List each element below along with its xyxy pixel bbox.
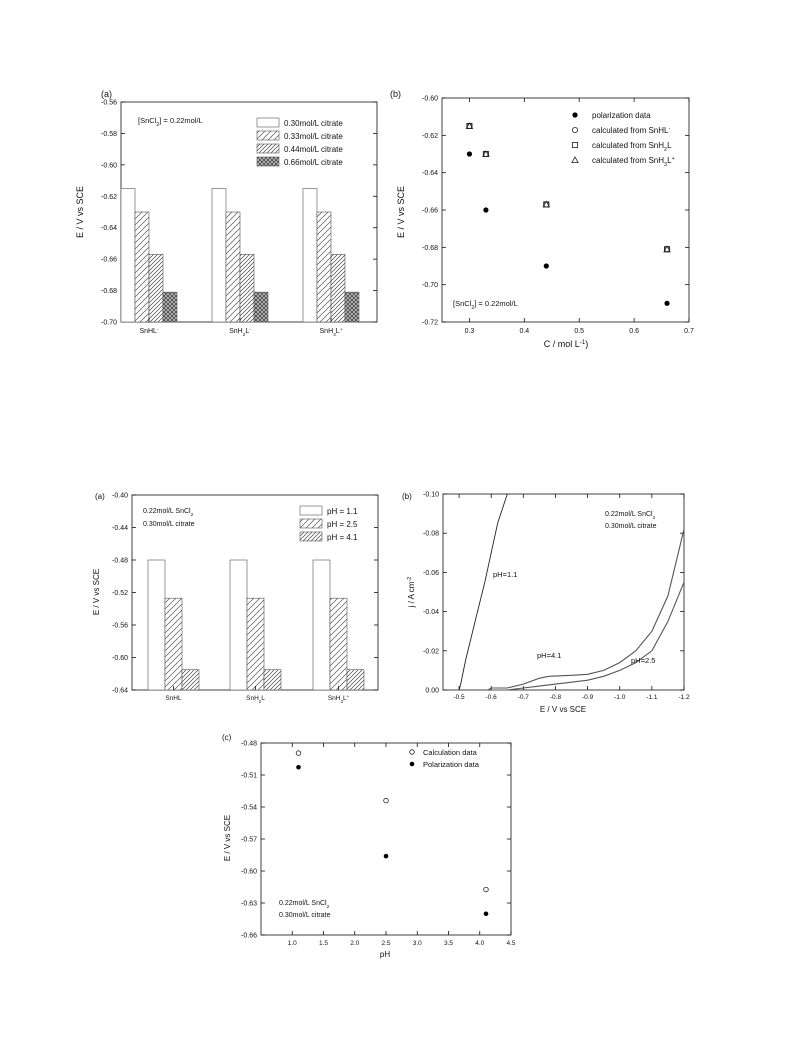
legend-label: pH = 4.1 [327,533,358,542]
y-tick-label: -0.70 [101,319,117,327]
y-axis-title: E / V vs SCE [223,814,232,862]
x-tick-label: SnH$_2$L- [229,327,251,338]
legend-label: calculated from SnH$_3$L+ [592,156,675,168]
y-tick-label: -0.48 [112,557,128,565]
bar [264,670,281,690]
x-axis-title: E / V vs SCE [539,705,587,714]
y-tick-label: -0.70 [422,282,438,290]
y-tick-label: -0.58 [101,130,117,138]
bar [121,188,135,322]
bar [230,560,247,690]
y-tick-label: -0.40 [112,492,128,500]
bar [254,292,268,322]
data-point [296,765,301,770]
chart-bottom-c [222,733,516,959]
legend-marker [572,127,577,132]
bar [135,212,149,322]
y-tick-label: -0.56 [112,622,128,630]
data-point [664,301,669,306]
condition-annotation: [SnCl$_2$] = 0.22mol/L [453,299,518,311]
bar [212,188,226,322]
legend-marker [410,762,415,767]
series-line [459,494,507,690]
x-tick-label: SnHL- [139,327,159,335]
x-tick-label: 2.5 [381,940,391,947]
x-tick-label: 2.0 [350,940,360,947]
y-tick-label: -0.66 [101,256,117,264]
x-tick-label: -0.8 [549,694,562,701]
condition-annotation: 0.30mol/L citrate [143,521,195,528]
bar [303,188,317,322]
data-point [484,887,489,892]
y-tick-label: -0.60 [101,162,117,170]
curve-label: pH=2.5 [631,656,656,665]
y-tick-label: -0.48 [241,740,257,748]
bar [148,560,165,690]
y-tick-label: -0.64 [101,225,117,233]
y-axis-title: j / A $cm^{-2}$ [407,576,416,608]
bar [226,212,240,322]
legend-marker [572,157,578,163]
bar [247,598,264,690]
y-tick-label: -0.66 [241,932,257,940]
y-tick-label: 0.00 [425,687,439,695]
legend-label: calculated from SnHL- [592,126,671,135]
legend-swatch [257,131,279,140]
x-tick-label: -1.0 [614,694,626,701]
panel-label: (b) [390,89,401,99]
bar [317,212,331,322]
x-tick-label: 4.5 [506,940,516,947]
x-tick-label: 0.4 [519,328,530,335]
curve-label: pH=1.1 [493,570,518,579]
y-tick-label: -0.44 [112,525,128,532]
y-tick-label: -0.68 [101,288,117,296]
x-tick-label: 1.0 [287,940,297,947]
x-tick-label: 0.6 [629,328,639,335]
legend-label: polarization data [592,111,651,120]
y-tick-label: -0.08 [423,530,439,538]
x-tick-label: 3.5 [443,940,454,947]
y-tick-label: -0.60 [422,95,438,103]
y-tick-label: -0.68 [422,244,438,252]
legend-label: pH = 2.5 [327,520,358,529]
y-tick-label: -0.72 [422,319,438,327]
data-point [484,911,489,916]
condition-annotation: 0.22mol/L SnCl$_2$ [279,900,330,910]
bar [163,292,177,322]
x-tick-label: 0.5 [574,328,585,335]
condition-annotation: 0.22mol/L SnCl$_2$ [605,511,656,521]
y-tick-label: -0.62 [101,193,117,201]
y-tick-label: -0.51 [241,772,257,780]
legend-label: pH = 1.1 [327,507,358,516]
series-line [488,529,684,690]
legend-label: Polarization data [423,760,479,769]
y-tick-label: -0.64 [112,687,128,695]
legend-marker [572,112,577,117]
condition-annotation: 0.30mol/L citrate [279,912,331,919]
y-tick-label: -0.52 [112,590,128,597]
legend-label: Calculation data [423,748,477,757]
y-tick-label: -0.06 [423,569,439,577]
bar [165,598,182,690]
bar [313,560,330,690]
y-tick-label: -0.66 [422,207,438,215]
y-tick-label: -0.62 [422,132,438,140]
data-point [296,751,301,756]
x-tick-label: SnH$_2$L [246,695,265,704]
x-tick-label: 3.0 [412,940,422,947]
chart-top-b [390,89,694,349]
x-tick-label: SnH$_3$L+ [319,327,343,338]
x-axis-title: C / mol $L^{-1}$) [543,338,589,349]
curve-label: pH=4.1 [537,651,562,660]
x-tick-label: -1.2 [678,694,690,701]
data-point [467,151,472,156]
panel-label: (b) [402,492,412,501]
bar [331,254,345,322]
x-tick-label: 0.7 [684,328,694,335]
panel-label: (a) [95,492,105,501]
x-tick-label: SnH$_3$L+ [327,693,350,704]
x-tick-label: 4.0 [475,940,485,947]
chart-mid-b [402,492,690,715]
y-tick-label: -0.64 [422,170,438,178]
y-tick-label: -0.56 [101,99,117,107]
x-tick-label: -0.7 [517,694,529,701]
y-tick-label: -0.04 [423,609,439,617]
y-tick-label: -0.60 [241,868,257,876]
data-point [483,207,488,212]
legend-swatch [300,532,322,541]
legend-swatch [300,519,322,528]
bar [345,292,359,322]
panel-label: (a) [101,89,112,99]
legend-swatch [300,506,322,515]
y-axis-title: E / V vs SCE [75,185,85,239]
x-tick-label: -0.9 [581,694,594,701]
x-tick-label: 1.5 [318,940,329,947]
chart-top-a [75,89,377,338]
y-tick-label: -0.02 [423,648,439,656]
x-tick-label: 0.3 [464,328,475,335]
data-point [384,798,389,803]
x-tick-label: -0.6 [485,694,497,701]
y-axis-title: E / V vs SCE [92,568,101,616]
legend-label: calculated from SnH$_2$L [592,141,672,153]
condition-annotation: 0.30mol/L citrate [605,523,657,530]
y-tick-label: -0.60 [112,655,128,662]
bar [330,598,347,690]
x-tick-label: -1.1 [646,694,658,701]
legend-marker [572,142,577,147]
y-tick-label: -0.10 [423,491,439,499]
y-tick-label: -0.54 [241,804,257,812]
legend-label: 0.66mol/L citrate [284,158,343,167]
legend-label: 0.44mol/L citrate [284,145,343,154]
data-point [384,854,389,859]
legend-label: 0.30mol/L citrate [284,119,343,128]
condition-annotation: [SnCl$_2$] = 0.22mol/L [138,116,203,128]
y-axis-title: E / V vs SCE [396,185,406,239]
x-tick-label: SnHL [165,695,182,702]
bar [347,670,364,690]
y-tick-label: -0.63 [241,900,257,908]
bar [240,254,254,322]
x-tick-label: -0.5 [453,694,465,701]
legend-swatch [257,157,279,166]
condition-annotation: 0.22mol/L SnCl$_2$ [143,508,194,518]
bar [182,670,199,690]
legend-swatch [257,118,279,127]
bar [149,254,163,322]
data-point [544,263,549,268]
legend-marker [410,750,415,755]
chart-mid-a [92,492,378,704]
legend-label: 0.33mol/L citrate [284,132,343,141]
legend-swatch [257,144,279,153]
x-axis-title: pH [379,950,391,959]
y-tick-label: -0.57 [241,836,257,844]
panel-label: (c) [222,733,232,742]
